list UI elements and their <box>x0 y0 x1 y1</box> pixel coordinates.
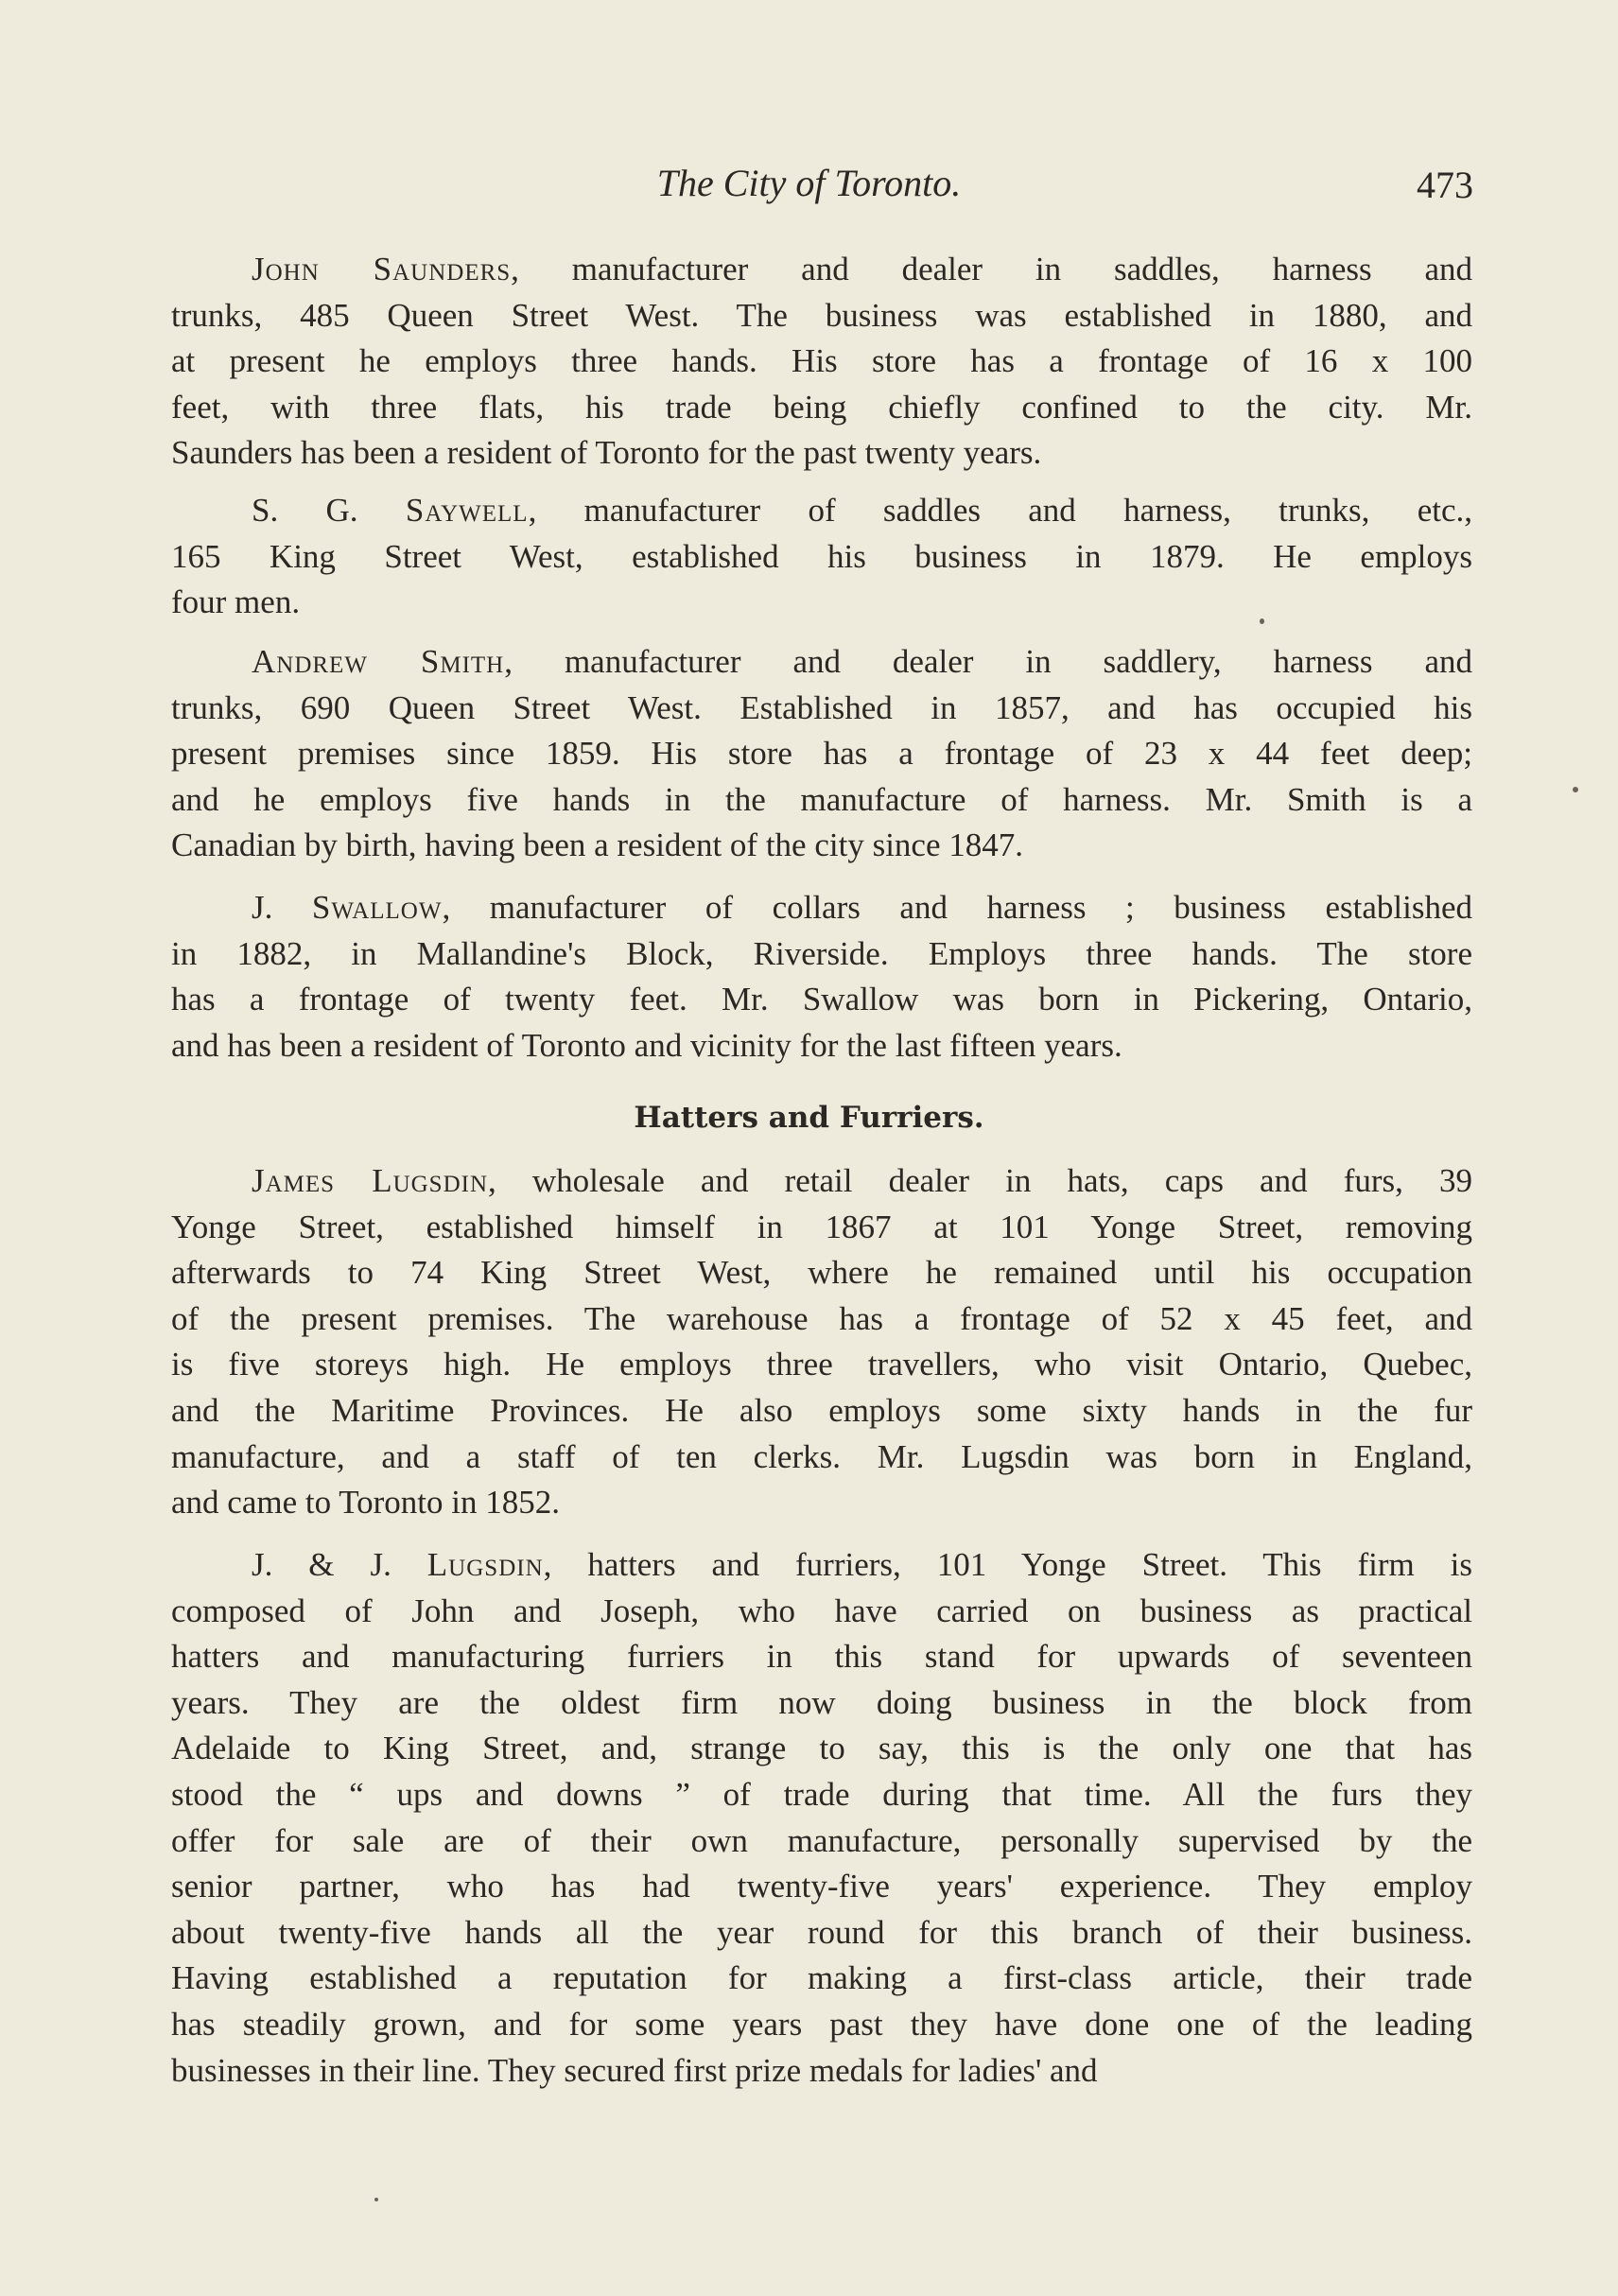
text-line: and has been a resident of Toronto and vicinity for the last fifteen years. <box>171 1026 1122 1064</box>
entry-name: Saywell <box>405 492 529 529</box>
text-line: Canadian by birth, having been a resident of the city since 1847. <box>171 826 1023 864</box>
text-line: Adelaide to King Street, and, strange to say, this is the only one that has <box>171 1730 1472 1767</box>
section-heading: Hatters and Furriers. <box>634 1101 984 1135</box>
scan-speck <box>1573 787 1578 792</box>
entry-paragraph <box>171 639 1472 869</box>
entry-paragraph <box>171 885 1472 1069</box>
entry-text: , manufacturer and dealer in saddles, harness and <box>511 251 1472 287</box>
entry-text: , hatters and furriers, 101 Yonge Street. This firm is <box>543 1546 1473 1583</box>
text-line <box>171 488 1472 534</box>
text-line: hatters and manufacturing furriers in this stand for upwards of seventeen <box>171 1638 1472 1676</box>
page-number: 473 <box>1417 164 1473 206</box>
text-line: at present he employs three hands. His store has a frontage of 16 x 100 <box>171 342 1472 380</box>
text-line: about twenty-five hands all the year round for this branch of their business. <box>171 1913 1472 1951</box>
text-line: trunks, 485 Queen Street West. The business was established in 1880, and <box>171 296 1472 334</box>
text-line: and he employs five hands in the manufacture of harness. Mr. Smith is a <box>171 780 1472 818</box>
text-line: businesses in their line. They secured first prize medals for ladies' and <box>171 2051 1098 2089</box>
scan-speck <box>374 2198 378 2201</box>
entry-prefix: J. & J. <box>252 1546 427 1583</box>
text-line: manufacture, and a staff of ten clerks. Mr. Lugsdin was born in England, <box>171 1437 1472 1475</box>
text-line: afterwards to 74 King Street West, where he remained until his occupation <box>171 1254 1472 1292</box>
entry-paragraph <box>171 488 1472 626</box>
text-line: has steadily grown, and for some years past they have done one of the leading <box>171 2005 1472 2043</box>
text-line: Yonge Street, established himself in 1867 at 101 Yonge Street, removing <box>171 1208 1472 1245</box>
entry-prefix: S. G. <box>252 492 406 529</box>
entry-paragraph <box>171 1158 1472 1526</box>
text-line: of the present premises. The warehouse has a frontage of 52 x 45 feet, and <box>171 1299 1472 1337</box>
text-line: four men. <box>171 583 301 621</box>
text-line: 165 King Street West, established his business in 1879. He employs <box>171 537 1472 575</box>
text-line: Having established a reputation for making a first-class article, their trade <box>171 1959 1472 1997</box>
entry-paragraph <box>171 247 1472 477</box>
running-header-title: The City of Toronto. <box>656 162 962 204</box>
entry-text: , wholesale and retail dealer in hats, caps and furs, 39 <box>488 1162 1472 1199</box>
entry-text: , manufacturer of collars and harness ; business established <box>442 889 1472 926</box>
text-line: and the Maritime Provinces. He also employs some sixty hands in the fur <box>171 1391 1472 1429</box>
text-line: and came to Toronto in 1852. <box>171 1484 560 1522</box>
entry-name: James Lugsdin <box>252 1162 489 1199</box>
text-line: years. They are the oldest firm now doing business in the block from <box>171 1683 1472 1721</box>
text-line: is five storeys high. He employs three travellers, who visit Ontario, Quebec, <box>171 1346 1472 1383</box>
text-line <box>171 247 1472 293</box>
text-line: feet, with three flats, his trade being chiefly confined to the city. Mr. <box>171 388 1472 426</box>
text-line <box>171 1158 1472 1205</box>
text-line <box>171 1542 1472 1589</box>
text-line: composed of John and Joseph, who have carried on business as practical <box>171 1592 1472 1629</box>
text-line: offer for sale are of their own manufacture, personally supervised by the <box>171 1821 1472 1859</box>
text-line: stood the “ ups and downs ” of trade during that time. All the furs they <box>171 1775 1472 1813</box>
text-line <box>171 885 1472 931</box>
text-line <box>171 639 1472 686</box>
scan-speck <box>1260 618 1264 624</box>
entry-prefix: J. <box>252 889 312 926</box>
entry-text: , manufacturer and dealer in saddlery, harness and <box>504 643 1472 680</box>
entry-text: , manufacturer of saddles and harness, trunks, etc., <box>528 492 1472 529</box>
text-line: present premises since 1859. His store has a frontage of 23 x 44 feet deep; <box>171 735 1472 773</box>
text-line: trunks, 690 Queen Street West. Established in 1857, and has occupied his <box>171 688 1472 726</box>
text-line: senior partner, who has had twenty-five years' experience. They employ <box>171 1868 1472 1905</box>
entry-name: Swallow <box>311 889 443 926</box>
entry-name: Lugsdin <box>426 1546 544 1583</box>
text-line: has a frontage of twenty feet. Mr. Swallow was born in Pickering, Ontario, <box>171 981 1472 1018</box>
text-line: in 1882, in Mallandine's Block, Riverside. Employs three hands. The store <box>171 934 1472 972</box>
entry-name: Andrew Smith <box>252 643 505 680</box>
entry-paragraph <box>171 1542 1472 2094</box>
entry-name: John Saunders <box>252 251 512 287</box>
text-line: Saunders has been a resident of Toronto for the past twenty years. <box>171 434 1042 472</box>
